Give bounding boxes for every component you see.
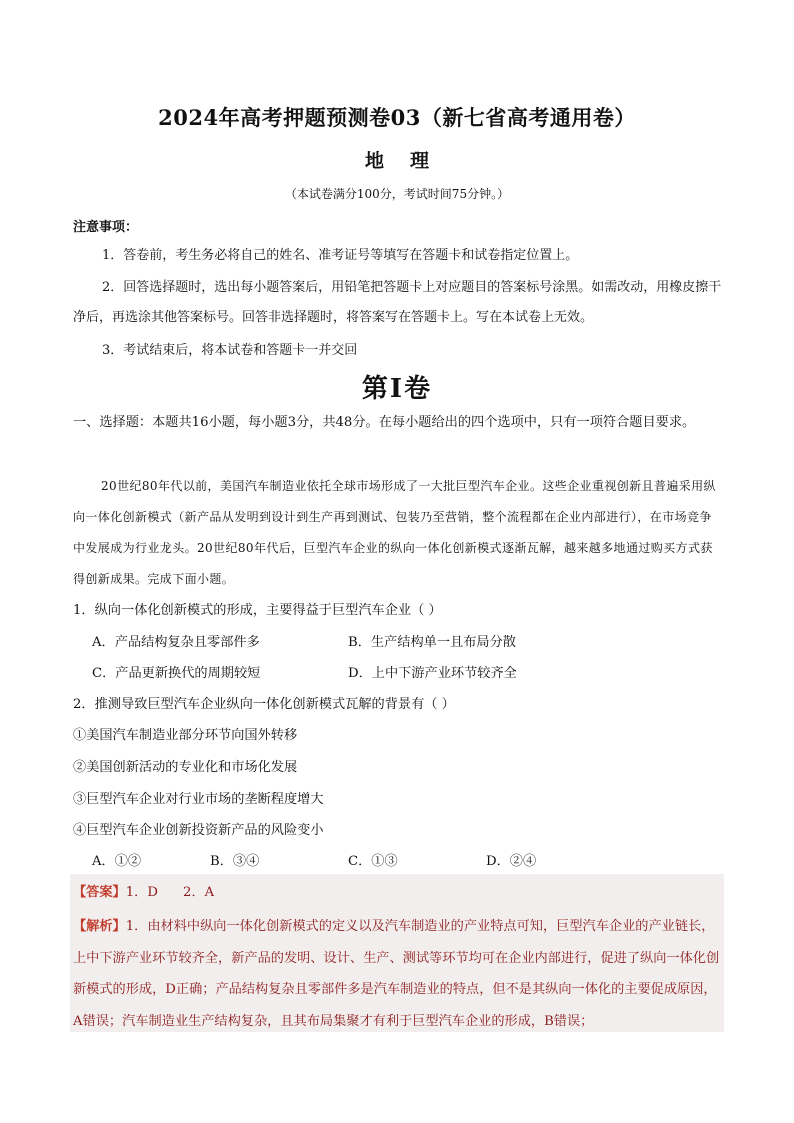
analysis-text: 1．由材料中纵向一体化创新模式的定义以及汽车制造业的产业特点可知，巨型汽车企业的产业链长，上中下游产业环节较齐全，新产品的发明、设计、生产、测试等环节均可在企业内部进行，促进了纵向一体化创新模式的形成，D正确；产品结构复杂且零部件多是汽车制造业的特点，但不是其纵向一体化的主要促成原因，A错误；汽车制造业生产结构复杂，且其布局集聚才有利于巨型汽车企业的形成，B错误； xyxy=(73,919,720,1029)
notice-item-2: 2．回答选择题时，选出每小题答案后，用铅笔把答题卡上对应题目的答案标号涂黑。如需改动，用橡皮擦干净后，再选涂其他答案标号。回答非选择题时，将答案写在答题卡上。写在本试卷上无效。 xyxy=(73,280,722,325)
question-1-option-b: B．生产结构单一且布局分散 xyxy=(348,635,516,650)
subject-title: 地理 xyxy=(364,150,455,172)
notice-title: 注意事项： xyxy=(73,220,139,235)
question-material: 20世纪80年代以前，美国汽车制造业依托全球市场形成了一大批巨型汽车企业。这些企业重视创新且普遍采用纵向一体化创新模式（新产品从发明到设计到生产再到测试、包装乃至营销，整个流程都在企业内部进行），在市场竞争中发展成为行业龙头。20世纪80年代后，巨型汽车企业的纵向一体化创新模式逐渐瓦解，越来越多地通过购买方式获得创新成果。完成下面小题。 xyxy=(73,479,716,586)
question-1-option-c: C．产品更新换代的周期较短 xyxy=(92,666,261,681)
answer-text: 1．D 2．A xyxy=(125,885,215,900)
question-1-stem: 1．纵向一体化创新模式的形成，主要得益于巨型汽车企业（ ） xyxy=(73,603,442,618)
question-1-option-a: A．产品结构复杂且零部件多 xyxy=(92,635,260,650)
question-2-option-b: B．③④ xyxy=(210,854,260,869)
analysis-block xyxy=(73,911,725,1037)
question-2-statement-2: ②美国创新活动的专业化和市场化发展 xyxy=(73,760,298,775)
question-2-statement-3: ③巨型汽车企业对行业市场的垄断程度增大 xyxy=(73,792,324,807)
question-2-option-c: C．①③ xyxy=(348,854,398,869)
answer-line xyxy=(73,881,725,900)
analysis-tag: 【解析】 xyxy=(73,919,126,934)
exam-title: 2024年高考押题预测卷03（新七省高考通用卷） xyxy=(158,105,636,130)
answer-tag: 【答案】 xyxy=(73,885,126,900)
question-2-option-a: A．①② xyxy=(92,854,142,869)
notice-item-3: 3．考试结束后，将本试卷和答题卡一并交回 xyxy=(102,343,358,358)
question-2-option-d: D．②④ xyxy=(486,854,537,869)
question-2-statement-1: ①美国汽车制造业部分环节向国外转移 xyxy=(73,728,298,743)
exam-info: （本试卷满分100分，考试时间75分钟。） xyxy=(284,187,510,201)
notice-item-1: 1．答卷前，考生务必将自己的姓名、准考证号等填写在答题卡和试卷指定位置上。 xyxy=(102,248,579,263)
question-1-option-d: D．上中下游产业环节较齐全 xyxy=(348,666,517,681)
section-instruction: 一、选择题：本题共16小题，每小题3分，共48分。在每小题给出的四个选项中，只有一项符合题目要求。 xyxy=(73,415,696,430)
question-2-stem: 2．推测导致巨型汽车企业纵向一体化创新模式瓦解的背景有（ ） xyxy=(73,697,455,712)
section-title: 第I卷 xyxy=(361,374,433,404)
question-2-statement-4: ④巨型汽车企业创新投资新产品的风险变小 xyxy=(73,823,324,838)
